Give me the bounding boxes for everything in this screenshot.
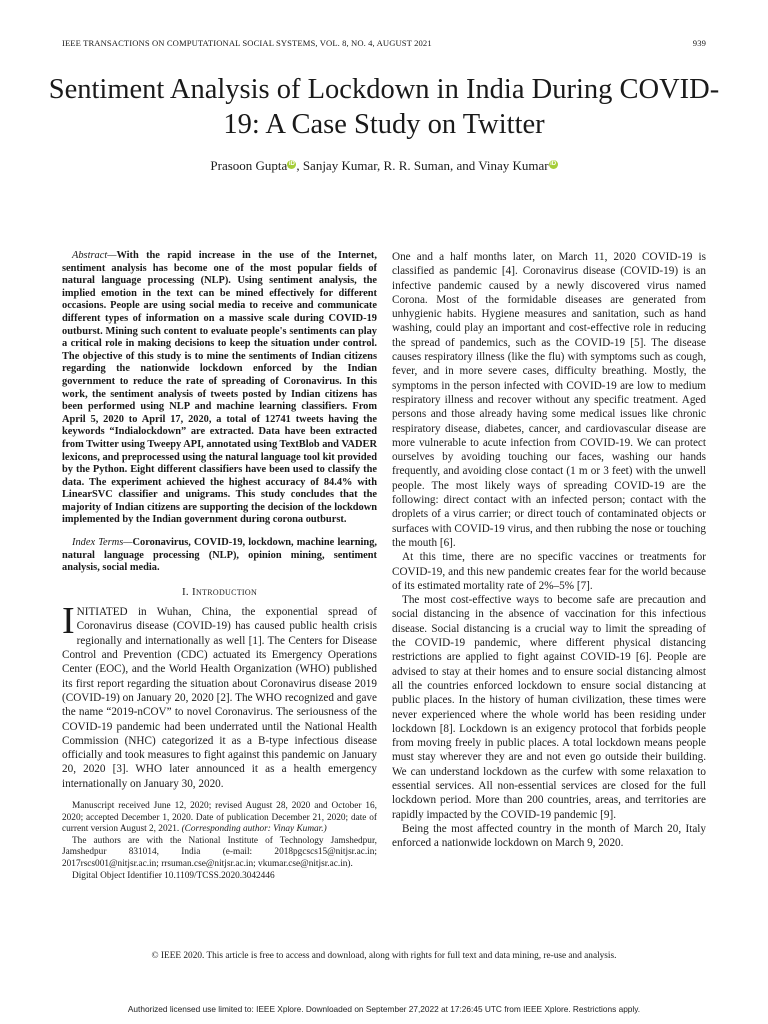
drop-cap: I <box>62 600 75 643</box>
intro-text: in Wuhan, China, the exponential spread of Coronavirus disease (COVID-19) has caused public health crisis regionally and internationally as well [1]. The Centers for Disease Control and Prevention (CDC) actuated its Emergency Operations Center (EOC), and the World Health Organization (WHO) published its first report regarding the situation about Coronavirus disease 2019 (COVID-19) on January 20, 2020 [2]. The WHO recognized and gave the name “2019-nCOV” to novel Coronavirus. The seriousness of the COVID-19 pandemic had been underrated until the National Health Commission (NHC) categorized it as a B-type infectious disease officially and took measures to fight against this pandemic on January 20, 2020 [3]. WHO later announced it as a health emergency internationally on January 30, 2020. <box>62 606 377 790</box>
section-title: Introduction <box>192 585 258 598</box>
author-names-rest: , Sanjay Kumar, R. R. Suman, and Vinay Kumar <box>296 158 549 173</box>
index-terms-label: Index Terms— <box>72 537 133 549</box>
license-notice: Authorized licensed use limited to: IEEE Xplore. Downloaded on September 27,2022 at 17:26:45 UTC from IEEE Xplore. Restrictions apply. <box>127 1004 641 1014</box>
body-paragraph: Being the most affected country in the month of March 20, Italy enforced a nationwide lockdown on March 9, 2020. <box>392 822 706 850</box>
right-column <box>392 250 706 850</box>
body-paragraph: The most cost-effective ways to become safe are precaution and social distancing in the absence of vaccination for this infectious disease. Social distancing is a crucial way to limit the spreading of the COVID-19 pandemic, where different physical distancing restrictions are applied to fight against COVID-19 [6]. People are advised to stay at their homes and to ensure social distancing almost all the countries enforced lockdown to ensure social distancing at public places. In the history of human civilization, these times were never experienced where the whole world has been residing under lockdown [8]. Lockdown is an exigency protocol that forbids people from moving freely in public places. A total lockdown means people must stay wherever they are and not even go outside their building. We can understand lockdown as the curfew with some relaxation to essential services. All non-essential services are closed for the full lockdown period. More than 200 countries, areas, and territories are rapidly impacted by the COVID-19 pandemic [9]. <box>392 594 706 821</box>
footnote-affiliation: The authors are with the National Institute of Technology Jamshedpur, Jamshedpur 831014, India (e-mail: 2018pgcscs15@nitjsr.ac.in; 2017rscs001@nitjsr.ac.in; rrsuman.cse@nitjsr.ac.in; vkumar.cse@nitjsr.ac.in). <box>62 835 377 869</box>
orcid-icon[interactable]: iD <box>288 160 295 167</box>
author-list <box>40 158 728 174</box>
author-name: Prasoon Gupta <box>210 158 288 173</box>
running-header <box>62 38 706 48</box>
index-terms-text: Coronavirus, COVID-19, lockdown, machine learning, natural language processing (NLP), opinion mining, sentiment analysis, social media. <box>62 537 377 574</box>
body-paragraph: At this time, there are no specific vaccines or treatments for COVID-19, and this new pandemic creates fear for the world because of its estimated mortality rate of 2%–5% [7]. <box>392 551 706 592</box>
corresponding-author: (Corresponding author: Vinay Kumar.) <box>181 824 327 835</box>
intro-paragraph <box>62 600 377 791</box>
journal-name: IEEE TRANSACTIONS ON COMPUTATIONAL SOCIAL SYSTEMS, VOL. 8, NO. 4, AUGUST 2021 <box>62 38 432 48</box>
left-column <box>62 250 377 882</box>
abstract-label: Abstract— <box>72 250 117 261</box>
footnotes <box>62 801 377 882</box>
abstract <box>62 250 377 527</box>
index-terms <box>62 537 377 575</box>
section-numeral: I. <box>181 585 193 598</box>
paper-title: Sentiment Analysis of Lockdown in India During COVID-19: A Case Study on Twitter <box>48 74 720 140</box>
first-word: NITIATED <box>76 606 128 619</box>
body-paragraph: One and a half months later, on March 11, 2020 COVID-19 is classified as pandemic [4]. Coronavirus disease (COVID-19) is an infective pandemic caused by a newly discovered virus named Corona. Most of the formidable diseases are generated from unhygienic habits. Hygiene measures and sanitation, such as hand washing, could play an important and cost-effective role in reducing the spread of pandemics, such as the COVID-19 [5]. The disease causes respiratory illness (like the flu) with symptoms such as cough, fever, and in more severe cases, difficulty breathing. Mostly, the symptoms in the person infected with COVID-19 are low to medium respiratory illness and recover without any specific treatment. Aged persons and those already having some medical issues like chronic respiratory disease, diabetes, cancer, and cardiovascular disease are more vulnerable to acute infection from COVID-19. We can protect ourselves by avoiding touching our faces, washing our hands frequently, and avoiding close contact (1 m or 3 feet) with the unwell people. The most likely ways of spreading COVID-19 are the following: direct contact with an infected person; contact with the droplets of a virus carrier; or direct touch of contaminated objects or surfaces with COVID-19 virus, and then rubbing the nose or touching the mouth [6]. <box>392 251 706 549</box>
orcid-icon[interactable]: iD <box>550 160 557 167</box>
abstract-text: With the rapid increase in the use of the Internet, sentiment analysis has become one of the most popular fields of natural language processing (NLP). Using sentiment analysis, the implied emotion in the text can be mined effectively for different occasions. People are using social media to receive and communicate different types of information on a massive scale during COVID-19 outburst. Mining such content to evaluate people's sentiments can play a critical role in making decisions to keep the situation under control. The objective of this study is to mine the sentiments of Indian citizens regarding the nationwide lockdown enforced by the Indian government to reduce the rate of spreading of Coronavirus. In this work, the sentiment analysis of tweets posted by Indian citizens has been performed using NLP and machine learning classifiers. From April 5, 2020 to April 17, 2020, a total of 12741 tweets having the keywords “Indialockdown” are extracted. Data have been extracted from Twitter using Tweepy API, annotated using TextBlob and VADER lexicons, and preprocessed using the natural language tool kit provided by the Python. Eight different classifiers have been used to classify the data. The experiment achieved the highest accuracy of 84.4% with LinearSVC classifier and unigrams. This study concludes that the majority of Indian citizens are supporting the decision of the lockdown implemented by the Indian government during corona outburst. <box>62 250 377 526</box>
copyright-notice: © IEEE 2020. This article is free to access and download, along with rights for full text and data mining, re-use and analysis. <box>151 951 617 961</box>
page-number: 939 <box>692 38 706 48</box>
footnote-doi[interactable]: Digital Object Identifier 10.1109/TCSS.2020.3042446 <box>72 870 275 881</box>
footnote-received: Manuscript received June 12, 2020; revised August 28, 2020 and October 16, 2020; accepted December 1, 2020. Date of publication December 21, 2020; date of current version August 2, 2021. (Corresponding author: Vinay Kumar.) <box>62 801 377 835</box>
section-heading <box>62 585 377 599</box>
